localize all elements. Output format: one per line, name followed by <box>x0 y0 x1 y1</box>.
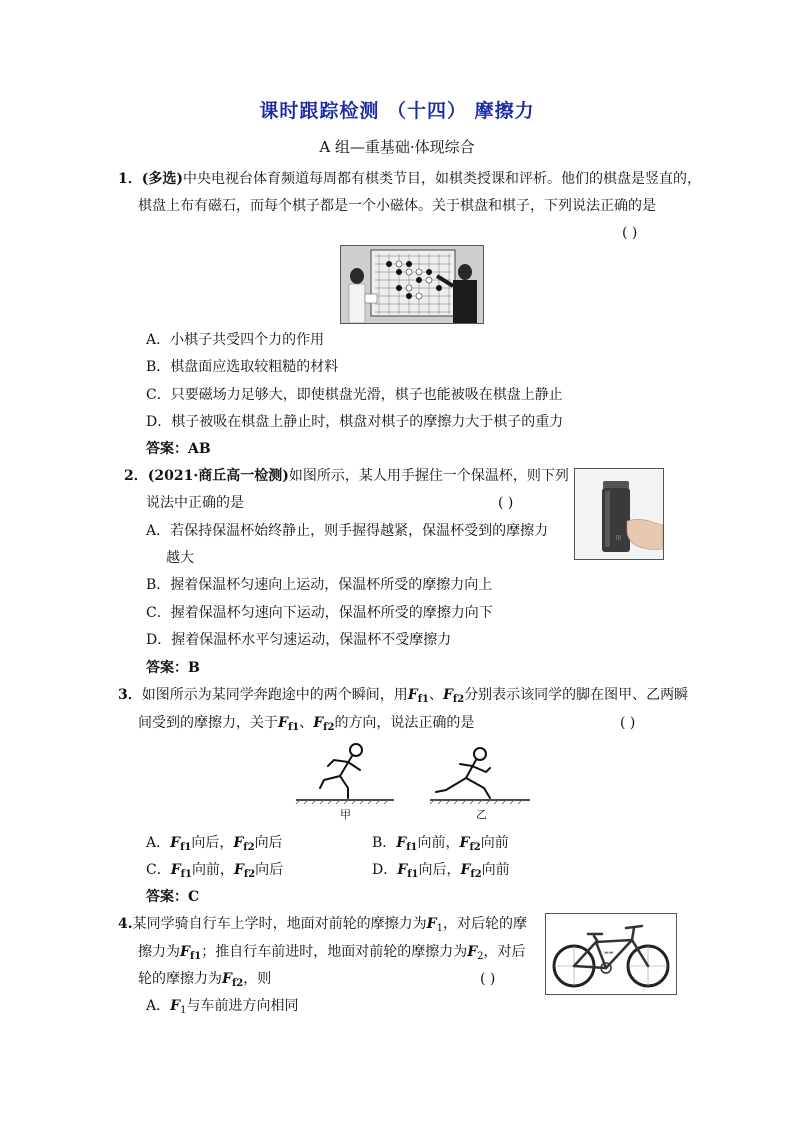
q1-option-b: B．棋盘面应选取较粗糙的材料 <box>146 359 339 375</box>
q2-stem-line2: 说法中正确的是 <box>146 495 244 511</box>
page-title: 课时跟踪检测 （十四） 摩擦力 <box>259 100 535 122</box>
q3-sub-f1: f1 <box>407 869 419 880</box>
q1-stem-line2: 棋盘上布有磁石，而每个棋子都是一个小磁体。关于棋盘和棋子，下列说法正确的是 <box>138 198 656 214</box>
q3-stem-line1 <box>118 686 688 709</box>
q3-option-c <box>146 861 283 884</box>
q3-stem-text1c: 分别表示该同学的脚在图甲、乙两瞬 <box>464 687 689 703</box>
q4-stem-text2b: ；推自行车前进时，地面对前轮的摩擦力为 <box>201 944 468 960</box>
q2-answer-bracket: ( ) <box>498 495 514 511</box>
q1-answer-bracket: ( ) <box>622 225 638 241</box>
q3-option-d <box>372 861 510 884</box>
q3-symbol-f: F <box>442 687 453 703</box>
q3-symbol-f: F <box>459 835 470 851</box>
q3-answer-bracket: ( ) <box>620 715 636 731</box>
q3-symbol-f: F <box>460 862 471 878</box>
q3-sub-f2: f2 <box>323 722 335 733</box>
q4-sub-1: 1 <box>180 1005 187 1016</box>
q3-option-d-text1: 向后， <box>418 862 461 878</box>
q2-stem-line1 <box>124 467 569 485</box>
q1-option-a: A．小棋子共受四个力的作用 <box>146 332 325 348</box>
q4-answer-bracket: ( ) <box>480 971 496 987</box>
q1-answer-label: 答案： <box>146 441 188 457</box>
label-jia: 甲 <box>340 808 351 821</box>
q2-option-c: C．握着保温杯匀速向下运动，保温杯所受的摩擦力向下 <box>146 605 493 621</box>
thermos-illustration <box>575 469 663 559</box>
q3-answer-value: C <box>188 889 200 905</box>
q4-stem-text3a: 轮的摩擦力为 <box>138 971 222 987</box>
q4-sub-1: 1 <box>436 923 443 934</box>
q3-symbol-f: F <box>313 715 324 731</box>
q3-sub-f2: f2 <box>243 869 256 880</box>
q4-stem-text2a: 擦力为 <box>138 944 180 960</box>
q4-symbol-f: F <box>180 944 190 960</box>
q2-answer-value: B <box>188 660 200 676</box>
q3-sub-f1: f1 <box>180 842 192 853</box>
q3-sub-f2: f2 <box>452 694 465 705</box>
q2-option-b: B．握着保温杯匀速向上运动，保温杯所受的摩擦力向上 <box>146 577 493 593</box>
q3-option-a-text1: 向后， <box>191 835 234 851</box>
q4-stem-text1a: 某同学骑自行车上学时，地面对前轮的摩擦力为 <box>132 916 427 932</box>
q4-stem-line1 <box>118 915 527 938</box>
q4-number: 4. <box>118 916 133 932</box>
q4-stem-text2c: ，对后 <box>483 944 526 960</box>
q3-running-figures <box>290 740 540 824</box>
q2-source: (2021·商丘高一检测) <box>147 468 289 484</box>
q2-option-a-line1: A．若保持保温杯始终静止，则手握得越紧，保温杯受到的摩擦力 <box>146 523 549 539</box>
q3-option-b-text1: 向前， <box>417 835 460 851</box>
q1-answer <box>146 440 211 458</box>
q3-stem-line2 <box>138 714 474 737</box>
bicycle-illustration <box>546 914 676 994</box>
q3-stem-text2c: 的方向，说法正确的是 <box>334 715 475 731</box>
q4-symbol-f: F <box>222 971 232 987</box>
q3-stem-text2a: 间受到的摩擦力，关于 <box>138 715 278 731</box>
q3-stem-text1a: 如图所示为某同学奔跑途中的两个瞬间，用 <box>141 687 408 703</box>
q2-thermos-photo <box>574 468 664 560</box>
q4-sub-f2: f2 <box>231 978 244 989</box>
q3-option-d-letter: D． <box>372 862 398 878</box>
q3-symbol-f: F <box>233 862 244 878</box>
q3-option-c-letter: C． <box>146 862 171 878</box>
q3-option-a-text2: 向后 <box>254 835 283 851</box>
q2-answer-label: 答案： <box>146 660 188 676</box>
q4-option-a-text: 与车前进方向相同 <box>186 998 299 1014</box>
q3-number: 3． <box>118 687 142 703</box>
q3-symbol-f: F <box>170 835 181 851</box>
q3-symbol-f: F <box>233 835 244 851</box>
q4-option-a-letter: A． <box>146 998 171 1014</box>
q1-tag: (多选) <box>141 171 183 187</box>
q4-sub-f1: f1 <box>189 951 202 962</box>
q3-symbol-f: F <box>396 835 407 851</box>
q3-option-c-text1: 向前， <box>191 862 234 878</box>
label-yi: 乙 <box>476 808 487 821</box>
q3-symbol-f: F <box>407 687 418 703</box>
section-heading: A 组—重基础·体现综合 <box>319 138 475 156</box>
q1-option-c: C．只要磁场力足够大，即使棋盘光滑，棋子也能被吸在棋盘上静止 <box>146 387 563 403</box>
q1-go-board-photo <box>340 245 484 324</box>
q4-symbol-f: F <box>170 998 181 1014</box>
q3-option-b-text2: 向前 <box>480 835 509 851</box>
q3-answer <box>146 888 199 906</box>
q4-sub-2: 2 <box>477 951 484 962</box>
q1-stem-text1: 中央电视台体育频道每周都有棋类节目，如棋类授课和评析。他们的棋盘是竖直的， <box>183 171 701 187</box>
q3-option-c-text2: 向后 <box>255 862 284 878</box>
q1-number: 1． <box>118 171 142 187</box>
q3-option-b-letter: B． <box>372 835 397 851</box>
q3-sub-f1: f1 <box>406 842 418 853</box>
q3-symbol-f: F <box>278 715 288 731</box>
q3-sub-f1: f1 <box>180 869 192 880</box>
q2-option-d: D．握着保温杯水平匀速运动，保温杯不受摩擦力 <box>146 632 452 648</box>
q3-symbol-f: F <box>397 862 408 878</box>
q1-option-d: D．棋子被吸在棋盘上静止时，棋盘对棋子的摩擦力大于棋子的重力 <box>146 414 564 430</box>
q4-symbol-f: F <box>426 916 437 932</box>
q2-option-a-line2: 越大 <box>166 550 194 566</box>
q3-option-a-letter: A． <box>146 835 171 851</box>
q3-option-b <box>372 834 509 857</box>
q2-number: 2． <box>124 468 148 484</box>
q3-sub-f1: f1 <box>287 722 300 733</box>
q3-stem-sep2: 、 <box>299 715 314 731</box>
q3-sub-f2: f2 <box>243 842 255 853</box>
q3-option-d-text2: 向前 <box>481 862 510 878</box>
go-board-illustration <box>341 246 483 323</box>
q4-stem-line3 <box>138 970 271 993</box>
q2-stem-text1: 如图所示，某人用手握住一个保温杯，则下列 <box>288 468 569 484</box>
q3-sub-f1: f1 <box>417 694 429 705</box>
q4-option-a <box>146 997 298 1020</box>
q3-symbol-f: F <box>170 862 181 878</box>
q4-stem-line2 <box>138 943 526 966</box>
q4-symbol-f: F <box>467 944 478 960</box>
q3-stem-sep1: 、 <box>428 687 443 703</box>
q4-stem-text3b: ，则 <box>243 971 272 987</box>
q1-answer-value: AB <box>188 441 211 457</box>
figure-yi <box>436 748 490 798</box>
q3-answer-label: 答案： <box>146 889 188 905</box>
q3-sub-f2: f2 <box>469 842 481 853</box>
svg-text:▬▬: ▬▬ <box>604 950 614 956</box>
svg-text:|||: ||| <box>616 535 622 541</box>
figure-jia <box>320 744 362 798</box>
q4-bicycle-photo <box>545 913 677 995</box>
q4-stem-text1b: ，对后轮的摩 <box>442 916 527 932</box>
q1-stem-line1 <box>118 170 701 188</box>
q3-sub-f2: f2 <box>470 869 482 880</box>
q2-answer <box>146 659 200 677</box>
q3-option-a <box>146 834 283 857</box>
